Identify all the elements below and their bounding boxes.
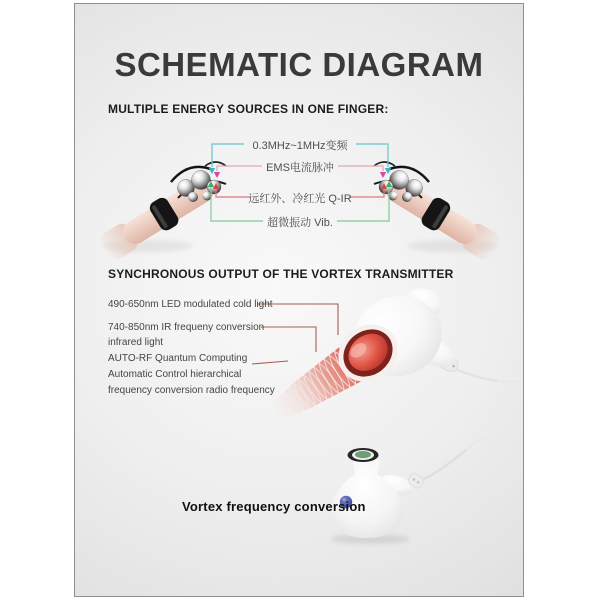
callout-autorf: AUTO-RF Quantum Computing Automatic Control hierarchical frequency conversion radio frequency (108, 353, 275, 396)
page-title: SCHEMATIC DIAGRAM (114, 46, 484, 83)
energy-label-infrared: 远红外、冷红光 Q-IR (248, 193, 352, 205)
energy-label-ems: EMS电流脉冲 (266, 162, 334, 174)
probe-device-illustration (330, 438, 482, 544)
energy-label-vibration: 超微振动 Vib. (267, 217, 333, 229)
energy-label-frequency: 0.3MHz~1MHz变频 (252, 140, 348, 152)
probe-top-lens (348, 448, 379, 462)
device-cable (450, 367, 497, 381)
callout-led (108, 297, 273, 312)
probe-caption: Vortex frequency conversion (182, 499, 366, 514)
section-vortex-heading: SYNCHRONOUS OUTPUT OF THE VORTEX TRANSMITTER (108, 267, 454, 281)
probe-cable (421, 450, 466, 481)
section-finger-heading: MULTIPLE ENERGY SOURCES IN ONE FINGER: (108, 102, 389, 116)
callout-led-line: 490-650nm LED modulated cold light (108, 299, 273, 310)
vortex-device-illustration (260, 283, 520, 435)
energy-bracket-lines (208, 144, 392, 221)
callout-ir: 740-850nm IR frequeny conversion infrared light (108, 322, 265, 348)
